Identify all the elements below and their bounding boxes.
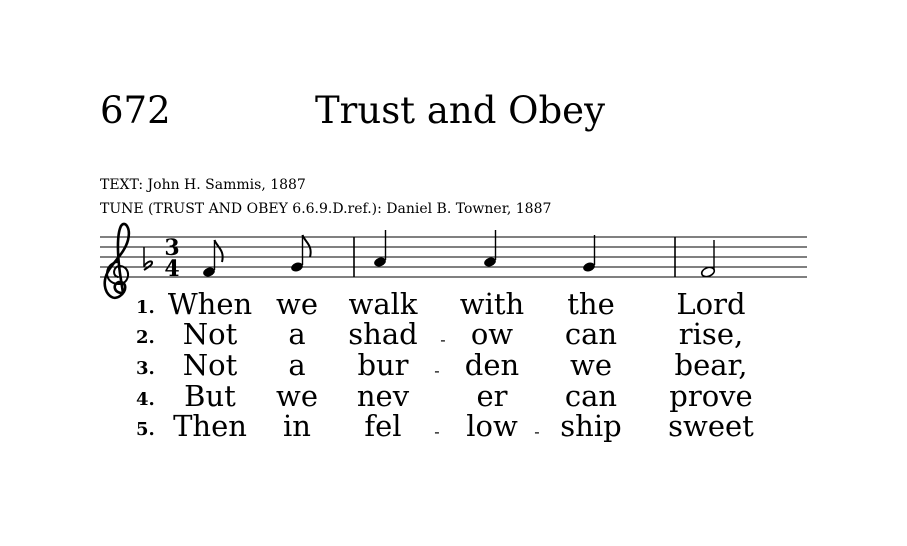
- lyric-syllable: bear,: [674, 348, 748, 382]
- lyric-syllable: can: [564, 317, 618, 351]
- note-eighth: [202, 240, 223, 278]
- verse-row: [0, 348, 907, 382]
- lyric-syllable: the: [567, 287, 615, 321]
- syllable-hyphen: -: [440, 330, 446, 349]
- lyric-syllable: bur: [357, 348, 409, 382]
- time-signature: [164, 235, 179, 282]
- verse-row: [0, 379, 907, 413]
- lyric-syllable: a: [288, 348, 306, 382]
- syllable-hyphen: -: [434, 361, 440, 380]
- syllable-hyphen: -: [434, 422, 440, 441]
- verse-row: [0, 287, 907, 321]
- lyric-syllable: ow: [470, 317, 514, 351]
- lyric-syllable: Then: [173, 409, 247, 443]
- lyric-syllable: a: [288, 317, 306, 351]
- lyric-syllable: low: [466, 409, 518, 443]
- note-quarter: [373, 230, 387, 268]
- syllable-hyphen: -: [534, 422, 540, 441]
- lyric-syllable: Not: [182, 317, 238, 351]
- lyric-syllable: we: [570, 348, 612, 382]
- lyric-syllable: ship: [560, 409, 622, 443]
- hymn-number: 672: [100, 89, 171, 132]
- lyric-syllable: When: [167, 287, 253, 321]
- verse-number: 4.: [136, 389, 155, 410]
- lyric-syllable: er: [476, 379, 508, 413]
- verse-row: [0, 409, 907, 443]
- text-credit: TEXT: John H. Sammis, 1887: [100, 177, 306, 193]
- verse-number: 5.: [136, 419, 155, 440]
- hymn-title: Trust and Obey: [315, 89, 605, 132]
- verse-number: 1.: [136, 297, 155, 318]
- lyric-syllable: fel: [364, 409, 402, 443]
- time-signature-top: 3: [164, 235, 180, 261]
- lyric-syllable: we: [276, 379, 318, 413]
- lyric-syllable: in: [283, 409, 311, 443]
- lyric-syllable: sweet: [668, 409, 754, 443]
- note-quarter: [582, 235, 596, 273]
- note-quarter: [483, 230, 497, 268]
- time-signature-bottom: 4: [164, 256, 180, 282]
- lyric-syllable: Lord: [676, 287, 746, 321]
- lyric-syllable: Not: [182, 348, 238, 382]
- lyric-syllable: shad: [348, 317, 418, 351]
- lyric-syllable: prove: [669, 379, 753, 413]
- lyric-syllable: walk: [348, 287, 418, 321]
- verse-row: [0, 317, 907, 351]
- treble-clef-icon: [105, 224, 129, 298]
- lyric-syllable: we: [276, 287, 318, 321]
- lyric-syllable: But: [184, 379, 236, 413]
- verse-number: 2.: [136, 327, 155, 348]
- lyric-syllable: den: [464, 348, 520, 382]
- lyric-syllable: rise,: [678, 317, 744, 351]
- tune-credit: TUNE (TRUST AND OBEY 6.6.9.D.ref.): Daniel B. Towner, 1887: [100, 201, 552, 217]
- lyric-syllable: with: [459, 287, 525, 321]
- verse-number: 3.: [136, 358, 155, 379]
- note-half: [700, 240, 715, 278]
- lyric-syllable: nev: [356, 379, 410, 413]
- lyric-syllable: can: [564, 379, 618, 413]
